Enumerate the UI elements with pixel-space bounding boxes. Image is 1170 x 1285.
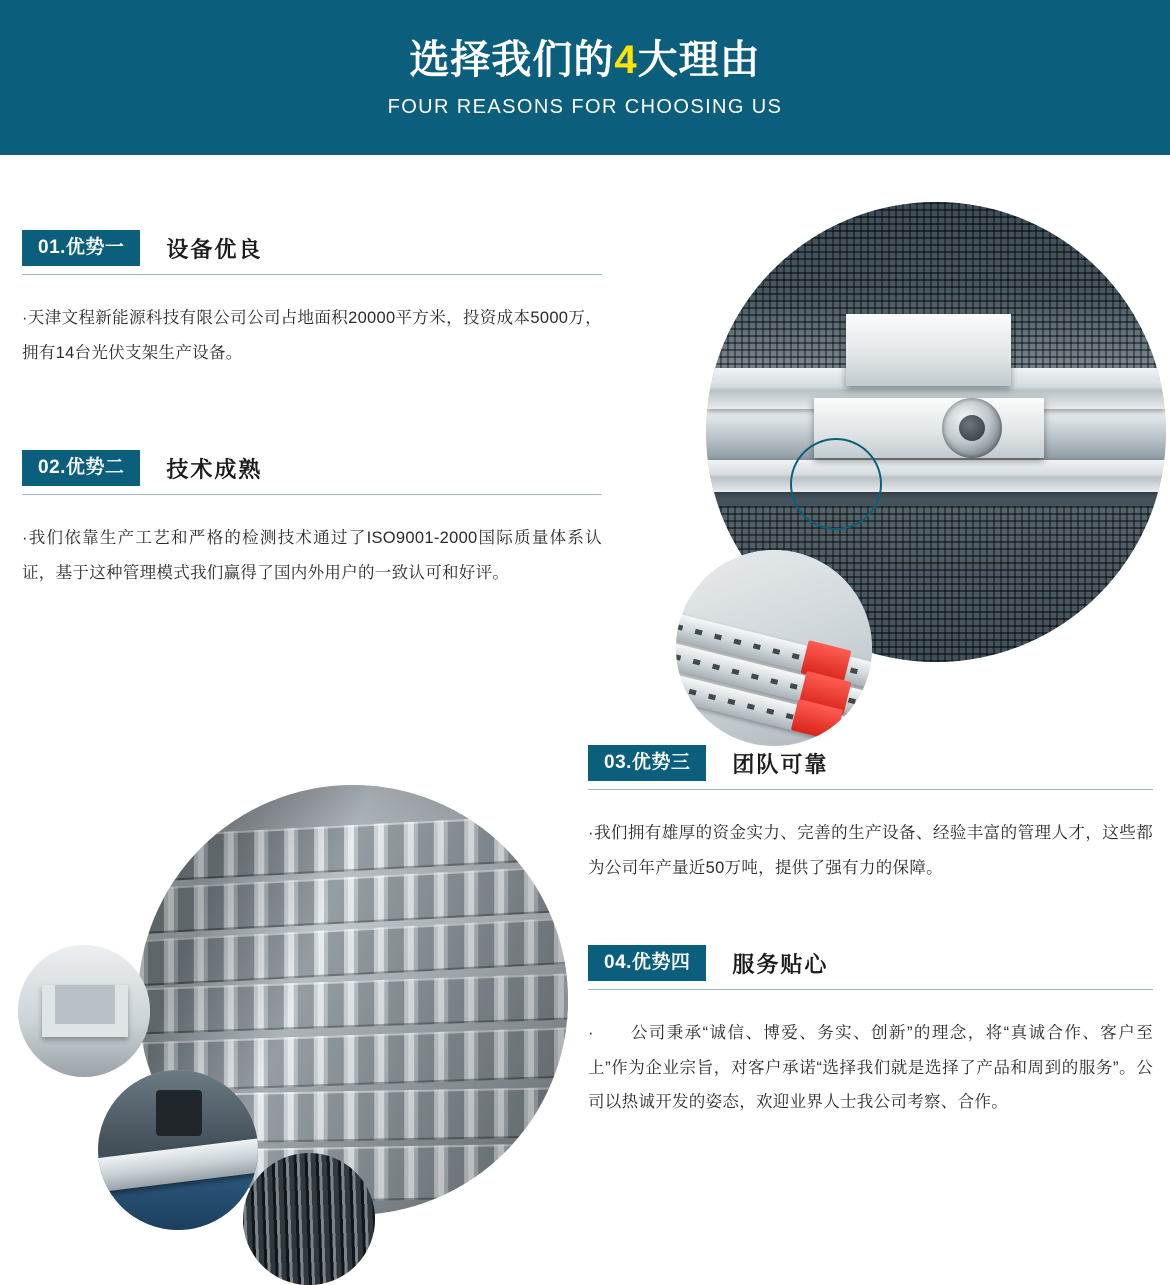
reason-4-header (588, 940, 1153, 986)
page-title (409, 36, 760, 84)
reason-4-title: 服务贴心 (732, 951, 829, 977)
reason-2-tag: 02.优势二 (22, 450, 140, 486)
cchannel-profile-shape (42, 985, 128, 1037)
bundle-profile-lines (243, 1153, 375, 1285)
reason-2-body: ·我们依靠生产工艺和严格的检测技术通过了ISO9001-2000国际质量体系认证，基于这种管理模式我们赢得了国内外用户的一致认可和好评。 (22, 529, 602, 582)
reason-1-title: 设备优良 (166, 236, 263, 262)
page-title-prefix: 选择我们的 (409, 38, 615, 82)
reason-block-4 (588, 940, 1153, 1120)
reason-3-body: ·我们拥有雄厚的资金实力、完善的生产设备、经验丰富的管理人才，这些都为公司年产量近50万吨，提供了强有力的保障。 (588, 824, 1153, 877)
reason-4-body: · 公司秉承“诚信、博爱、务实、创新”的理念，将“真诚合作、客户至上”作为企业宗旨，对客户承诺“选择我们就是选择了产品和周到的服务”。公司以热诚开发的姿态，欢迎业界人士我公司考察、合作。 (588, 1024, 1153, 1112)
clamp-block-top (846, 314, 1011, 386)
reason-block-2 (22, 445, 602, 590)
reason-block-3 (588, 740, 1153, 885)
reason-1-tag: 01.优势一 (22, 230, 140, 266)
reason-4-tag: 04.优势四 (588, 945, 706, 981)
reason-3-divider (588, 789, 1153, 790)
reason-3-header (588, 740, 1153, 786)
clamp-bolt-icon (942, 398, 1002, 458)
reason-2-divider (22, 494, 602, 495)
reason-1-body: ·天津文程新能源科技有限公司公司占地面积20000平方米，投资成本5000万，拥有14台光伏支架生产设备。 (22, 309, 602, 362)
roll-forming-machine-photo (98, 1070, 258, 1230)
reason-3-tag: 03.优势三 (588, 745, 706, 781)
reason-3-title: 团队可靠 (732, 751, 829, 777)
machine-arm-part (156, 1090, 202, 1136)
page-title-number: 4 (614, 38, 638, 82)
c-channel-profile-photo (18, 945, 150, 1077)
page-header (0, 0, 1170, 155)
page-subtitle: FOUR REASONS FOR CHOOSING US (387, 96, 783, 118)
reason-4-divider (588, 989, 1153, 990)
reason-block-1 (22, 225, 602, 370)
content-area (0, 155, 1170, 1200)
page-title-suffix: 大理由 (637, 38, 761, 82)
steel-profile-bundle-photo (243, 1153, 375, 1285)
reason-2-header (22, 445, 602, 491)
decorative-outline-circle (790, 438, 882, 530)
strut-channel-bundle-photo (676, 550, 872, 746)
aluminium-rail-lower (706, 460, 1166, 492)
reason-1-divider (22, 274, 602, 275)
reason-1-header (22, 225, 602, 271)
reason-2-title: 技术成熟 (166, 456, 263, 482)
